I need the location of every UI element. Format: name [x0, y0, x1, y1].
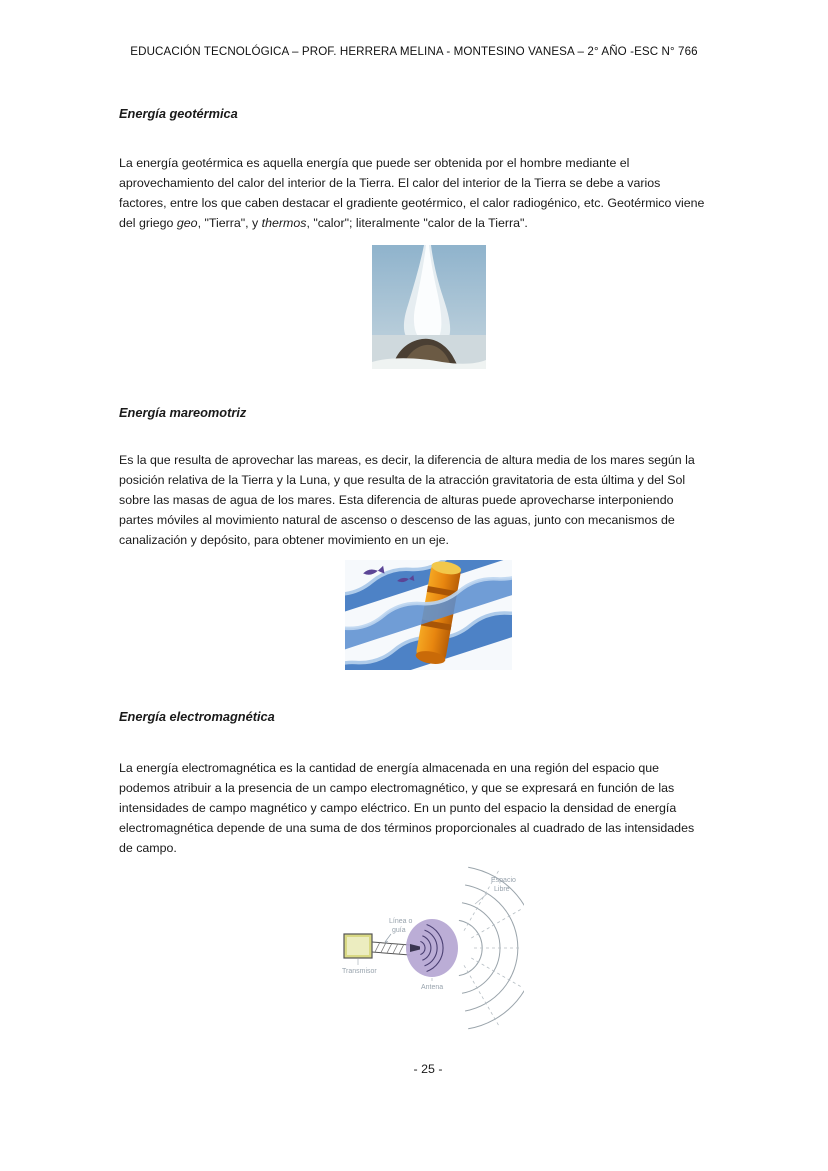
geotermica-text-3: , "calor"; literalmente "calor de la Tierra". — [306, 216, 528, 230]
label-antena: Antena — [420, 984, 443, 991]
label-guia: guía — [391, 927, 406, 934]
waveguide — [372, 942, 410, 955]
transmitter-box — [344, 934, 372, 958]
geotermica-italic-geo: geo — [176, 216, 198, 230]
tidal-energy-image — [345, 560, 512, 670]
ray-lines — [464, 868, 522, 1027]
label-libre: Libre — [493, 886, 510, 893]
page-number-text: - 25 - — [413, 1062, 443, 1076]
paragraph-geotermica — [119, 153, 710, 233]
label-espacio: Espacio — [490, 877, 516, 884]
label-linea-o: Línea o — [388, 918, 412, 925]
wavefront-arcs — [458, 867, 523, 1029]
document-header-text: EDUCACIÓN TECNOLÓGICA – PROF. HERRERA MELINA - MONTESINO VANESA – 2° AÑO -ESC N° 766 — [130, 45, 698, 58]
document-content — [119, 106, 710, 1031]
label-transmisor: Transmisor — [341, 968, 377, 975]
heading-energia-mareomotriz: Energía mareomotriz — [119, 405, 247, 420]
geotermica-text-1: La energía geotérmica es aquella energía que puede ser obtenida por el hombre mediante el aprovechamiento del calor del interior de la Tierra. El calor del interior de la Tierra se debe a varios factores, entre los que caben destacar el gradiente geotérmico, el calor radiogénico, etc. Geotérmico viene del griego — [119, 156, 705, 230]
heading-energia-geotermica: Energía geotérmica — [119, 106, 238, 121]
paragraph-mareomotriz: Es la que resulta de aprovechar las mareas, es decir, la diferencia de altura media de los mares según la posición relativa de la Tierra y la Luna, y que resulta de la atracción gravitatoria de esta última y del Sol sobre las masas de agua de los mares. Esta diferencia de alturas puede aprovecharse interponiendo partes móviles al movimiento natural de ascenso o descenso de las aguas, junto con mecanismos de canalización y depósito, para obtener movimiento en un eje. — [119, 453, 695, 547]
document-header — [0, 45, 828, 58]
geotermica-text-2: , "Tierra", y — [197, 216, 262, 230]
figure-tidal — [133, 560, 724, 670]
antenna — [406, 919, 458, 977]
geotermica-italic-thermos: thermos — [261, 216, 307, 230]
page-number — [14, 1062, 828, 1076]
figure-electromagnetic — [133, 866, 724, 1031]
figure-geyser — [133, 245, 724, 369]
heading-energia-electromagnetica: Energía electromagnética — [119, 709, 275, 724]
paragraph-electromagnetica: La energía electromagnética es la cantidad de energía almacenada en una región del espacio que podemos atribuir a la presencia de un campo electromagnético, y que se expresará en función de las intensidades de campo magnético y campo eléctrico. En un punto del espacio la densidad de energía electromagnética depende de una suma de dos términos proporcionales al cuadrado de las intensidades de campo. — [119, 761, 695, 855]
electromagnetic-diagram — [334, 866, 524, 1031]
geyser-image — [372, 245, 486, 369]
